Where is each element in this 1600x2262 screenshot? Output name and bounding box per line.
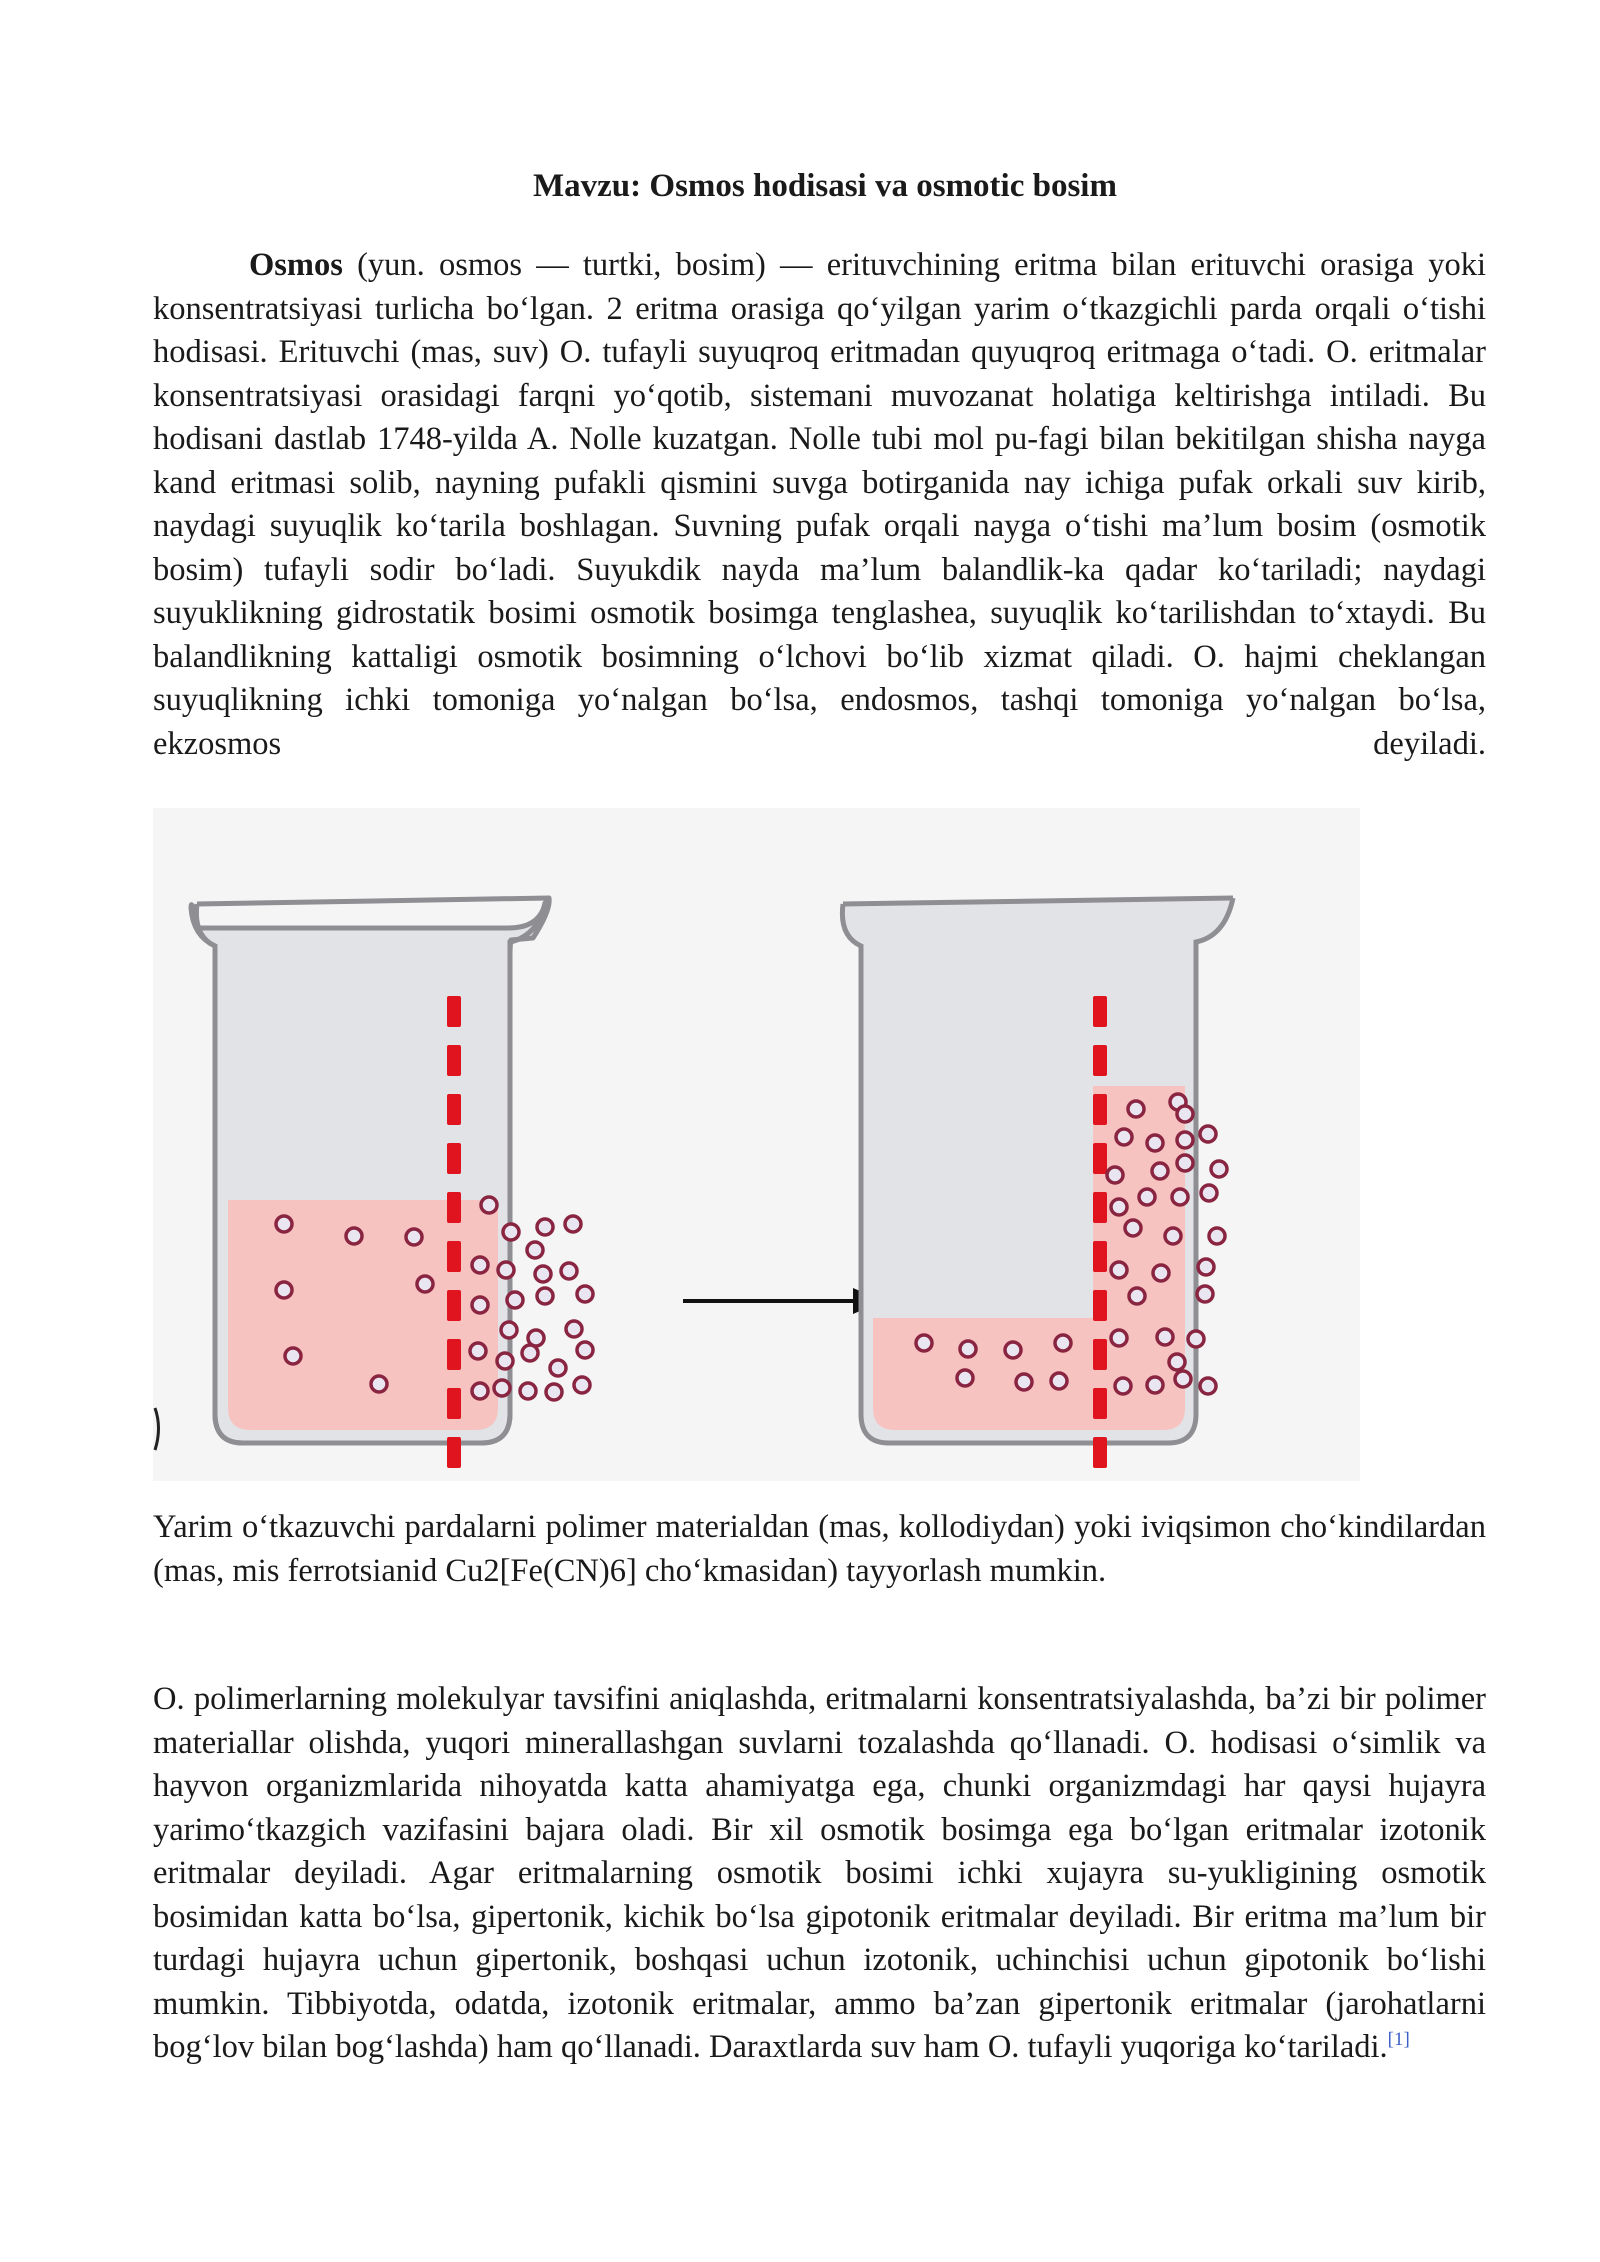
solute-particle bbox=[346, 1228, 362, 1244]
solute-particle bbox=[1201, 1185, 1217, 1201]
solute-particle bbox=[1111, 1330, 1127, 1346]
osmosis-diagram-svg bbox=[153, 808, 1360, 1481]
membrane-segment bbox=[1093, 1388, 1107, 1419]
solute-particle bbox=[1175, 1371, 1191, 1387]
paragraph-applications bbox=[153, 1678, 1486, 2070]
solute-particle bbox=[565, 1216, 581, 1232]
solute-particle bbox=[577, 1342, 593, 1358]
solute-particle bbox=[1147, 1135, 1163, 1151]
solute-particle bbox=[535, 1266, 551, 1282]
solute-particle bbox=[406, 1229, 422, 1245]
solute-particle bbox=[470, 1343, 486, 1359]
membrane-segment bbox=[447, 1192, 461, 1223]
solute-particle bbox=[1116, 1129, 1132, 1145]
solute-particle bbox=[503, 1224, 519, 1240]
solute-particle bbox=[472, 1257, 488, 1273]
solute-particle bbox=[522, 1345, 538, 1361]
solute-particle bbox=[1153, 1265, 1169, 1281]
osmosis-illustration bbox=[153, 808, 1360, 1481]
membrane-segment bbox=[447, 1290, 461, 1321]
solute-particle bbox=[561, 1263, 577, 1279]
membrane-segment bbox=[447, 1437, 461, 1468]
membrane-segment bbox=[447, 1241, 461, 1272]
solute-particle bbox=[916, 1335, 932, 1351]
solute-particle bbox=[527, 1242, 543, 1258]
paragraph-membranes: Yarim o‘tkazuvchi pardalarni polimer materialdan (mas, kollodiydan) yoki iviqsimon cho‘kindilardan (mas, mis ferrotsianid Cu2[Fe(CN)6] cho‘kmasidan) tayyorlash mumkin. bbox=[153, 1509, 1486, 1589]
solute-particle bbox=[546, 1384, 562, 1400]
page-title: Mavzu: Osmos hodisasi va osmotic bosim bbox=[533, 168, 1117, 204]
solute-particle bbox=[1147, 1377, 1163, 1393]
paragraph-3-text: O. polimerlarning molekulyar tavsifini aniqlashda, eritmalarni konsentratsiyalashda, ba’zi bir polimer materiallar olishda, yuqori minerallashgan suvlarni tozalashda qo‘llanadi. O. hodisasi o‘simlik va hayvon organizmlarida nihoyatda katta ahamiyatga ega, chunki organizmdagi har qaysi hujayra yarimo‘tkazgich vazifasini bajara oladi. Bir xil osmotik bosimga ega bo‘lgan eritmalar izotonik eritmalar deyiladi. Agar eritmalarning osmotik bosimi ichki xujayra su-yukligining osmotik bosimidan katta bo‘lsa, gipertonik, kichik bo‘lsa gipotonik eritmalar deyiladi. Bir eritma ma’lum bir turdagi hujayra uchun gipertonik, boshqasi uchun izotonik, uchinchisi uchun gipotonik bo‘lishi mumkin. Tibbiyotda, odatda, izotonik eritmalar, ammo ba’zan gipertonik eritmalar (jarohatlarni bog‘lov bilan bog‘lashda) ham qo‘llanadi. Daraxtlarda suv ham O. tufayli yuqoriga ko‘tariladi. bbox=[153, 1681, 1486, 2065]
solute-particle bbox=[1165, 1228, 1181, 1244]
solute-particle bbox=[1177, 1132, 1193, 1148]
solute-particle bbox=[1200, 1378, 1216, 1394]
solute-particle bbox=[1177, 1106, 1193, 1122]
solute-particle bbox=[1188, 1331, 1204, 1347]
solute-particle bbox=[472, 1383, 488, 1399]
solute-particle bbox=[1111, 1199, 1127, 1215]
membrane-segment bbox=[447, 1094, 461, 1125]
solute-particle bbox=[577, 1286, 593, 1302]
solute-particle bbox=[1209, 1228, 1225, 1244]
solute-particle bbox=[1157, 1329, 1173, 1345]
solute-particle bbox=[1177, 1155, 1193, 1171]
solute-particle bbox=[520, 1383, 536, 1399]
membrane-segment bbox=[1093, 1192, 1107, 1223]
solute-particle bbox=[1111, 1262, 1127, 1278]
solute-particle bbox=[1200, 1126, 1216, 1142]
solute-particle bbox=[574, 1377, 590, 1393]
membrane-segment bbox=[447, 1388, 461, 1419]
solute-particle bbox=[1107, 1167, 1123, 1183]
solute-particle bbox=[1172, 1189, 1188, 1205]
paragraph-osmos-definition bbox=[153, 244, 1486, 766]
term-osmos: Osmos bbox=[249, 247, 343, 283]
solute-particle bbox=[1152, 1163, 1168, 1179]
solute-particle bbox=[1169, 1354, 1185, 1370]
beaker-after-icon bbox=[842, 898, 1233, 1468]
solute-particle bbox=[481, 1197, 497, 1213]
solute-particle bbox=[498, 1262, 514, 1278]
solute-particle bbox=[1051, 1373, 1067, 1389]
solute-particle bbox=[1055, 1335, 1071, 1351]
solute-particle bbox=[507, 1292, 523, 1308]
solute-particle bbox=[1005, 1342, 1021, 1358]
solute-particle bbox=[472, 1297, 488, 1313]
solute-particle bbox=[1125, 1220, 1141, 1236]
solute-particle bbox=[1128, 1101, 1144, 1117]
footnote-link[interactable]: [1] bbox=[1387, 2029, 1410, 2051]
solute-particle bbox=[960, 1341, 976, 1357]
membrane-segment bbox=[447, 1143, 461, 1174]
membrane-segment bbox=[1093, 1143, 1107, 1174]
membrane-segment bbox=[447, 1045, 461, 1076]
solute-particle bbox=[550, 1360, 566, 1376]
solute-particle bbox=[285, 1348, 301, 1364]
membrane-segment bbox=[1093, 1437, 1107, 1468]
solute-particle bbox=[371, 1376, 387, 1392]
membrane-segment bbox=[447, 996, 461, 1027]
membrane-segment bbox=[1093, 1339, 1107, 1370]
paragraph-1-text: (yun. osmos — turtki, bosim) — erituvchining eritma bilan erituvchi orasiga yoki konsentratsiyasi turlicha bo‘lgan. 2 eritma orasiga qo‘yilgan yarim o‘tkazgichli parda orqali o‘tishi hodisasi. Erituvchi (mas, suv) O. tufayli suyuqroq eritmadan quyuqroq eritmaga o‘tadi. O. eritmalar konsentratsiyasi orasidagi farqni yo‘qotib, sistemani muvozanat holatiga keltirishga intiladi. Bu hodisani dastlab 1748-yilda A. Nolle kuzatgan. Nolle tubi mol pu-fagi bilan bekitilgan shisha nayga kand eritmasi solib, nayning pufakli qismini suvga botirganida nay ichiga pufak orkali suv kirib, naydagi suyuqlik ko‘tarila boshlagan. Suvning pufak orqali nayga o‘tishi ma’lum bosim (osmotik bosim) tufayli sodir bo‘ladi. Suyukdik nayda ma’lum balandlik-ka qadar ko‘tariladi; naydagi suyuklikning gidrostatik bosimi osmotik bosimga tenglashea, suyuqlik ko‘tarilishdan to‘xtaydi. Bu balandlikning kattaligi osmotik bosimning o‘lchovi bo‘lib xizmat qiladi. O. hajmi cheklangan suyuqlikning ichki tomoniga yo‘nalgan bo‘lsa, endosmos, tashqi tomoniga yo‘nalgan bo‘lsa, ekzosmos deyiladi. bbox=[153, 247, 1486, 762]
membrane-segment bbox=[1093, 996, 1107, 1027]
solute-particle bbox=[957, 1370, 973, 1386]
solute-particle bbox=[1197, 1286, 1213, 1302]
solute-particle bbox=[276, 1282, 292, 1298]
membrane-segment bbox=[1093, 1045, 1107, 1076]
solute-particle bbox=[497, 1353, 513, 1369]
solute-particle bbox=[566, 1321, 582, 1337]
solute-particle bbox=[537, 1219, 553, 1235]
solute-particle bbox=[1211, 1161, 1227, 1177]
solute-particle bbox=[537, 1288, 553, 1304]
solute-particle bbox=[494, 1380, 510, 1396]
solute-particle bbox=[276, 1216, 292, 1232]
solute-particle bbox=[417, 1276, 433, 1292]
solute-particle bbox=[1139, 1189, 1155, 1205]
solute-particle bbox=[501, 1322, 517, 1338]
membrane-segment bbox=[447, 1339, 461, 1370]
solute-particle bbox=[1115, 1378, 1131, 1394]
membrane-segment bbox=[1093, 1241, 1107, 1272]
membrane-segment bbox=[1093, 1094, 1107, 1125]
solute-particle bbox=[1198, 1259, 1214, 1275]
solute-particle bbox=[1129, 1288, 1145, 1304]
membrane-segment bbox=[1093, 1290, 1107, 1321]
solute-particle bbox=[1016, 1374, 1032, 1390]
